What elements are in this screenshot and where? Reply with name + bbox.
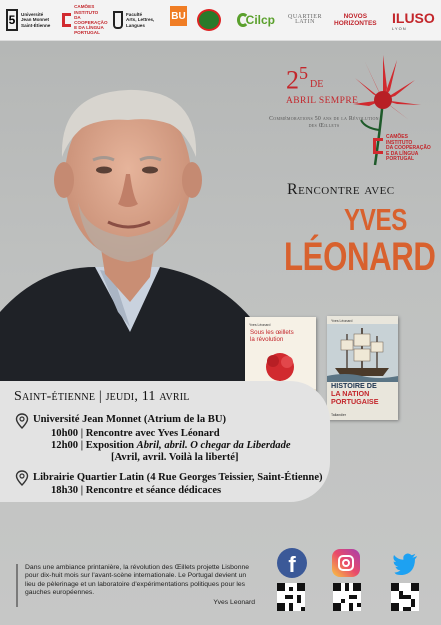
venue1-text-2: | Exposition <box>80 440 137 451</box>
book1-title: Sous les œillets la révolution <box>250 329 294 343</box>
logo-faculte-all <box>113 4 165 36</box>
book2-title <box>331 382 393 405</box>
commemorations-text: Commémorations 50 ans de la Révolution des Œillets <box>269 116 379 129</box>
logo-universite-jean-monnet <box>6 4 58 36</box>
logo-camoes-header <box>373 135 431 163</box>
location-pin-icon <box>15 413 29 429</box>
venue1-name: Université Jean Monnet (Atrium de la BU) <box>33 414 227 425</box>
logo-quartier-latin <box>281 4 329 36</box>
logo-cilcp-text: Cilcp <box>245 13 275 27</box>
logo-ujm-text: Université Jean Monnet Saint-Étienne <box>21 12 51 28</box>
title-first-name: YVES <box>344 202 407 237</box>
book2-publisher: Tallandier <box>331 413 346 417</box>
location-pin-icon <box>15 470 29 486</box>
venue1-time-1: 10h00 <box>51 428 79 439</box>
qr-code-twitter[interactable] <box>391 583 419 611</box>
book1-author: Yves Léonard <box>249 323 271 327</box>
quote-text: Dans une ambiance printanière, la révolution des Œillets projette Lisbonne pour dix-huit mois sur l'avant-scène internationale. Le Portugal devient un lieu de pèlerinage et un laboratoire d'expérimentations politiques pour les gauches européennes. <box>25 564 250 597</box>
facebook-icon[interactable] <box>277 548 307 578</box>
qr-code-instagram[interactable] <box>333 583 361 611</box>
logo-iluso <box>392 4 436 36</box>
logo-faculte-text: Faculté Arts, Lettres, Langues <box>126 12 155 28</box>
logo-quartier-latin-text: QUARTIER LATIN <box>288 13 322 25</box>
camoes-header-text: CAMÕES INSTITUTO DA COOPERAÇÃO E DA LÍNGUA PORTUGAL <box>386 134 431 163</box>
title-rencontre: Rencontre avec <box>287 181 395 198</box>
logo-camoes-text: CAMÕES INSTITUTO DA COOPERAÇÃO E DA LÍNGUA PORTUGAL <box>74 4 108 36</box>
anniversary-de: DE <box>310 79 324 90</box>
logo-cilcp <box>237 4 275 36</box>
event-city: Saint-étienne <box>14 389 96 404</box>
book2-ship-illustration <box>327 324 398 382</box>
qr-code-facebook[interactable] <box>277 583 305 611</box>
book2-title-a: HISTOIRE DE <box>331 381 377 390</box>
anniversary-abril-sempre: ABRIL SEMPRE <box>286 95 359 106</box>
instagram-icon[interactable] <box>332 549 360 577</box>
event-date <box>14 389 190 405</box>
anniversary-number: $2^5$ <box>286 63 308 95</box>
portrait-photo <box>0 62 250 382</box>
venue2-time-1: 18h30 <box>51 485 79 496</box>
venue2-name: Librairie Quartier Latin (4 Rue Georges Teissier, Saint-Étienne) <box>33 472 323 483</box>
portugal-crest-icon <box>197 9 221 31</box>
event-day: jeudi, 11 avril <box>105 389 190 404</box>
venue1-schedule-2 <box>51 440 291 451</box>
quote-block <box>16 564 255 607</box>
venue1-exhibition-title: Abril, abril. O chegar da Liberdade <box>136 440 291 451</box>
book2-title-b: LA NATION PORTUGAISE <box>331 388 379 406</box>
book-cover-histoire-nation-portugaise <box>327 316 398 420</box>
book2-author: Yves Léonard <box>331 319 353 323</box>
logo-camoes <box>62 4 110 36</box>
quote-author: Yves Leonard <box>213 598 255 606</box>
venue2-text-1: | Rencontre et séance dédicaces <box>80 485 222 496</box>
twitter-icon[interactable] <box>391 548 421 578</box>
venue2-schedule-1 <box>51 485 221 496</box>
partner-logos-bar <box>0 0 441 41</box>
logo-novos-horizontes-text: NOVOS HORIZONTES <box>334 13 377 27</box>
event-date-separator: | <box>98 389 102 404</box>
venue1-exhibition-translation: [Avril, avril. Voilà la liberté] <box>111 452 239 463</box>
venue1-text-1: | Rencontre avec Yves Léonard <box>80 428 220 439</box>
logo-iluso-sub: LYON <box>392 25 407 31</box>
venue1-time-2: 12h00 <box>51 440 79 451</box>
logo-bu: BU <box>170 6 187 26</box>
facebook-letter: f <box>288 552 296 577</box>
title-last-name: LÉONARD <box>284 235 436 279</box>
ujm-mark-icon: 5 <box>6 9 18 31</box>
camoes-header-c-icon <box>373 138 383 154</box>
faculte-mark-icon <box>113 11 123 29</box>
camoes-c-icon <box>62 13 71 27</box>
logo-iluso-text: ILUSO <box>392 9 435 26</box>
logo-novos-horizontes <box>334 4 384 36</box>
venue1-schedule-1 <box>51 428 220 439</box>
instagram-lens <box>342 559 350 567</box>
